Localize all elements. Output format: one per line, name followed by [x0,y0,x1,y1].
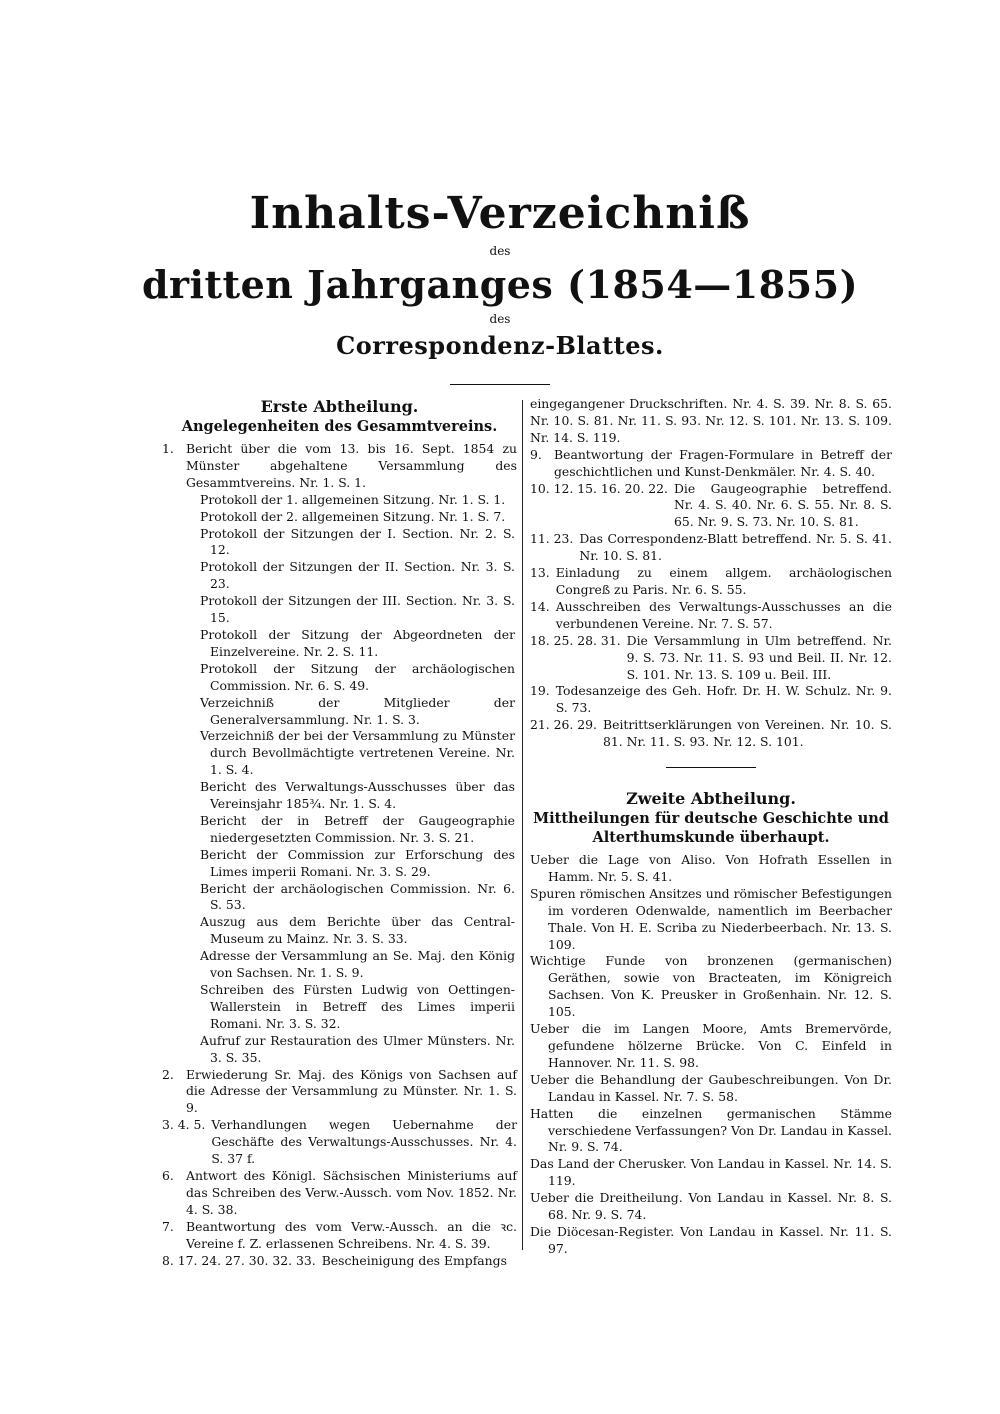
section-2-subheading: Mittheilungen für deutsche Geschichte und Alterthumskunde überhaupt. [533,810,889,847]
entry-number: 14. [530,598,550,614]
toc-entry [530,683,892,717]
toc-entry: Das Land der Cherusker. Von Landau in Kassel. Nr. 14. S. 119. [530,1156,892,1189]
toc-entry: Wichtige Funde von bronzenen (germanischen) Geräthen, sowie von Bracteaten, im Königreich Sachsen. Von K. Preusker in Großenhain. Nr. 12. S. 105. [530,953,892,1020]
toc-entry [162,1168,517,1219]
toc-entry [162,1067,517,1118]
toc-subentry: Protokoll der Sitzungen der I. Section. Nr. 2. S. 12. [200,525,515,558]
toc-entry: Ueber die im Langen Moore, Amts Bremervörde, gefundene hölzerne Brücke. Von C. Einfeld in Hannover. Nr. 11. S. 98. [530,1021,892,1070]
toc-entry: Spuren römischen Ansitzes und römischer Befestigungen im vorderen Odenwalde, namentlich im Beerbacher Thale. Von H. E. Scriba zu Niederbeerbach. Nr. 13. S. 109. [530,885,892,952]
entry-number: 7. [162,1218,174,1234]
entry-text: Bericht über die vom 13. bis 16. Sept. 1854 zu Münster abgehaltene Versammlung des Gesammtvereins. Nr. 1. S. 1. [186,441,517,490]
entry-text: Verhandlungen wegen Uebernahme der Geschäfte des Verwaltungs-Ausschusses. Nr. 4. S. 37 f. [211,1117,517,1167]
toc-subentry: Bericht des Verwaltungs-Ausschusses über das Vereinsjahr 185¾. Nr. 1. S. 4. [200,779,515,812]
toc-entry: Ueber die Lage von Aliso. Von Hofrath Essellen in Hamm. Nr. 5. S. 41. [530,852,892,884]
entry-number: 13. [530,565,550,581]
column-divider [522,400,523,1250]
title-article-2: des [489,312,511,326]
entry-number: 1. [162,441,174,456]
entry-text: Antwort des Königl. Sächsischen Ministeriums auf das Schreiben des Verw.-Aussch. vom Nov. 1852. Nr. 4. S. 38. [186,1167,517,1217]
entry-number: 3. 4. 5. [162,1117,206,1133]
toc-entry [162,1253,517,1270]
toc-entry [162,1219,517,1253]
right-column [530,396,892,1258]
entry-number: 6. [162,1167,174,1183]
toc-subentry: Protokoll der 1. allgemeinen Sitzung. Nr. 1. S. 1. [200,491,506,507]
toc-subentry: Protokoll der Sitzung der archäologischen Commission. Nr. 6. S. 49. [200,660,515,693]
entry-text: Die Versammlung in Ulm betreffend. Nr. 9. S. 73. Nr. 11. S. 93 und Beil. II. Nr. 12. S. 101. Nr. 13. S. 109 u. Beil. III. [626,632,892,682]
toc-entry [162,441,517,492]
section-1-subheading: Angelegenheiten des Gesammtvereins. [181,418,498,435]
entry-text: Todesanzeige des Geh. Hofr. Dr. H. W. Schulz. Nr. 9. S. 73. [555,683,892,716]
entry-text: Das Correspondenz-Blatt betreffend. Nr. 5. S. 41. Nr. 10. S. 81. [579,531,892,564]
toc-subentry: Protokoll der Sitzung der Abgeordneten der Einzelvereine. Nr. 2. S. 11. [200,626,515,659]
toc-entry [530,481,892,532]
section-divider [666,767,756,768]
toc-subentry: Protokoll der Sitzungen der II. Section. Nr. 3. S. 23. [200,559,515,592]
entry-text: Erwiederung Sr. Maj. des Königs von Sachsen auf die Adresse der Versammlung zu Münster. Nr. 1. S. 9. [186,1066,517,1116]
left-column [162,396,517,1269]
title-block [0,188,1000,385]
toc-entry: Ueber die Dreitheilung. Von Landau in Kassel. Nr. 8. S. 68. Nr. 9. S. 74. [530,1190,892,1223]
toc-entry [530,717,892,751]
toc-subentry: Bericht der in Betreff der Gaugeographie niedergesetzten Commission. Nr. 3. S. 21. [200,812,515,845]
section-1-heading: Erste Abtheilung. [260,397,419,416]
title-article-1: des [489,244,511,258]
entry-number: 2. [162,1066,174,1082]
toc-entry [162,1117,517,1168]
toc-subentry: Protokoll der Sitzungen der III. Section. Nr. 3. S. 15. [200,593,515,626]
entry-number: 18. 25. 28. 31. [530,632,621,648]
title-divider [450,384,550,385]
toc-subentry: Verzeichniß der bei der Versammlung zu Münster durch Bevollmächtigte vertretenen Vereine. Nr. 1. S. 4. [200,728,515,778]
entry-number: 10. 12. 15. 16. 20. 22. [530,480,668,496]
entry-text: Beantwortung des vom Verw.-Aussch. an die ꝛc. Vereine f. Z. erlassenen Schreibens. Nr. 4. S. 39. [186,1218,517,1251]
toc-subentry: Aufruf zur Restauration des Ulmer Münsters. Nr. 3. S. 35. [200,1032,515,1065]
entry-text: Die Gaugeographie betreffend. Nr. 4. S. 40. Nr. 6. S. 55. Nr. 8. S. 65. Nr. 9. S. 73. Nr. 10. S. 81. [673,480,892,530]
toc-subentry: Adresse der Versammlung an Se. Maj. den König von Sachsen. Nr. 1. S. 9. [200,948,515,981]
toc-entry: Hatten die einzelnen germanischen Stämme verschiedene Verfassungen? Von Dr. Landau in Kassel. Nr. 9. S. 74. [530,1105,892,1155]
toc-subentry: Bericht der archäologischen Commission. Nr. 6. S. 53. [200,880,515,913]
toc-entry: Die Diöcesan-Register. Von Landau in Kassel. Nr. 11. S. 97. [530,1223,892,1256]
entry-number: 21. 26. 29. [530,717,597,733]
page-title: Inhalts-Verzeichniß [249,188,751,239]
entry-text: Bescheinigung des Empfangs [321,1252,507,1268]
entry-text: Ausschreiben des Verwaltungs-Ausschusses an die verbundenen Vereine. Nr. 7. S. 57. [555,598,892,631]
toc-entry [530,633,892,684]
toc-entry [530,447,892,481]
toc-subentry: Bericht der Commission zur Erforschung des Limes imperii Romani. Nr. 3. S. 29. [200,846,515,879]
toc-entry: Ueber die Behandlung der Gaubeschreibungen. Von Dr. Landau in Kassel. Nr. 7. S. 58. [530,1071,892,1104]
entry-text: Beantwortung der Fragen-Formulare in Betreff der geschichtlichen und Kunst-Denkmäler. Nr. 4. S. 40. [554,446,892,479]
entry-text: Beitrittserklärungen von Vereinen. Nr. 10. S. 81. Nr. 11. S. 93. Nr. 12. S. 101. [603,717,892,750]
section-2-heading: Zweite Abtheilung. [626,789,796,809]
volume-title: dritten Jahrganges (1854—1855) [141,262,859,307]
toc-entry [530,565,892,599]
toc-entry [530,531,892,565]
toc-subentry: Verzeichniß der Mitglieder der Generalversammlung. Nr. 1. S. 3. [200,694,515,727]
entry-number: 9. [530,446,542,462]
toc-entry [530,599,892,633]
entry-number: 11. 23. [530,531,574,547]
toc-subentry: Schreiben des Fürsten Ludwig von Oettingen-Wallerstein in Betreff des Limes imperii Romani. Nr. 3. S. 32. [200,982,515,1031]
toc-subentry: Protokoll der 2. allgemeinen Sitzung. Nr. 1. S. 7. [200,508,506,524]
entry-text: Einladung zu einem allgem. archäologischen Congreß zu Paris. Nr. 6. S. 55. [555,565,892,597]
entry-number: 8. 17. 24. 27. 30. 32. 33. [162,1252,316,1268]
entry-continuation: eingegangener Druckschriften. Nr. 4. S. 39. Nr. 8. S. 65. Nr. 10. S. 81. Nr. 11. S. 93. Nr. 12. S. 101. Nr. 13. S. 109. Nr. 14. S. 119. [530,396,892,445]
entry-number: 19. [530,683,550,699]
journal-title: Correspondenz-Blattes. [336,331,664,360]
toc-subentry: Auszug aus dem Berichte über das Central-Museum zu Mainz. Nr. 3. S. 33. [200,914,515,947]
